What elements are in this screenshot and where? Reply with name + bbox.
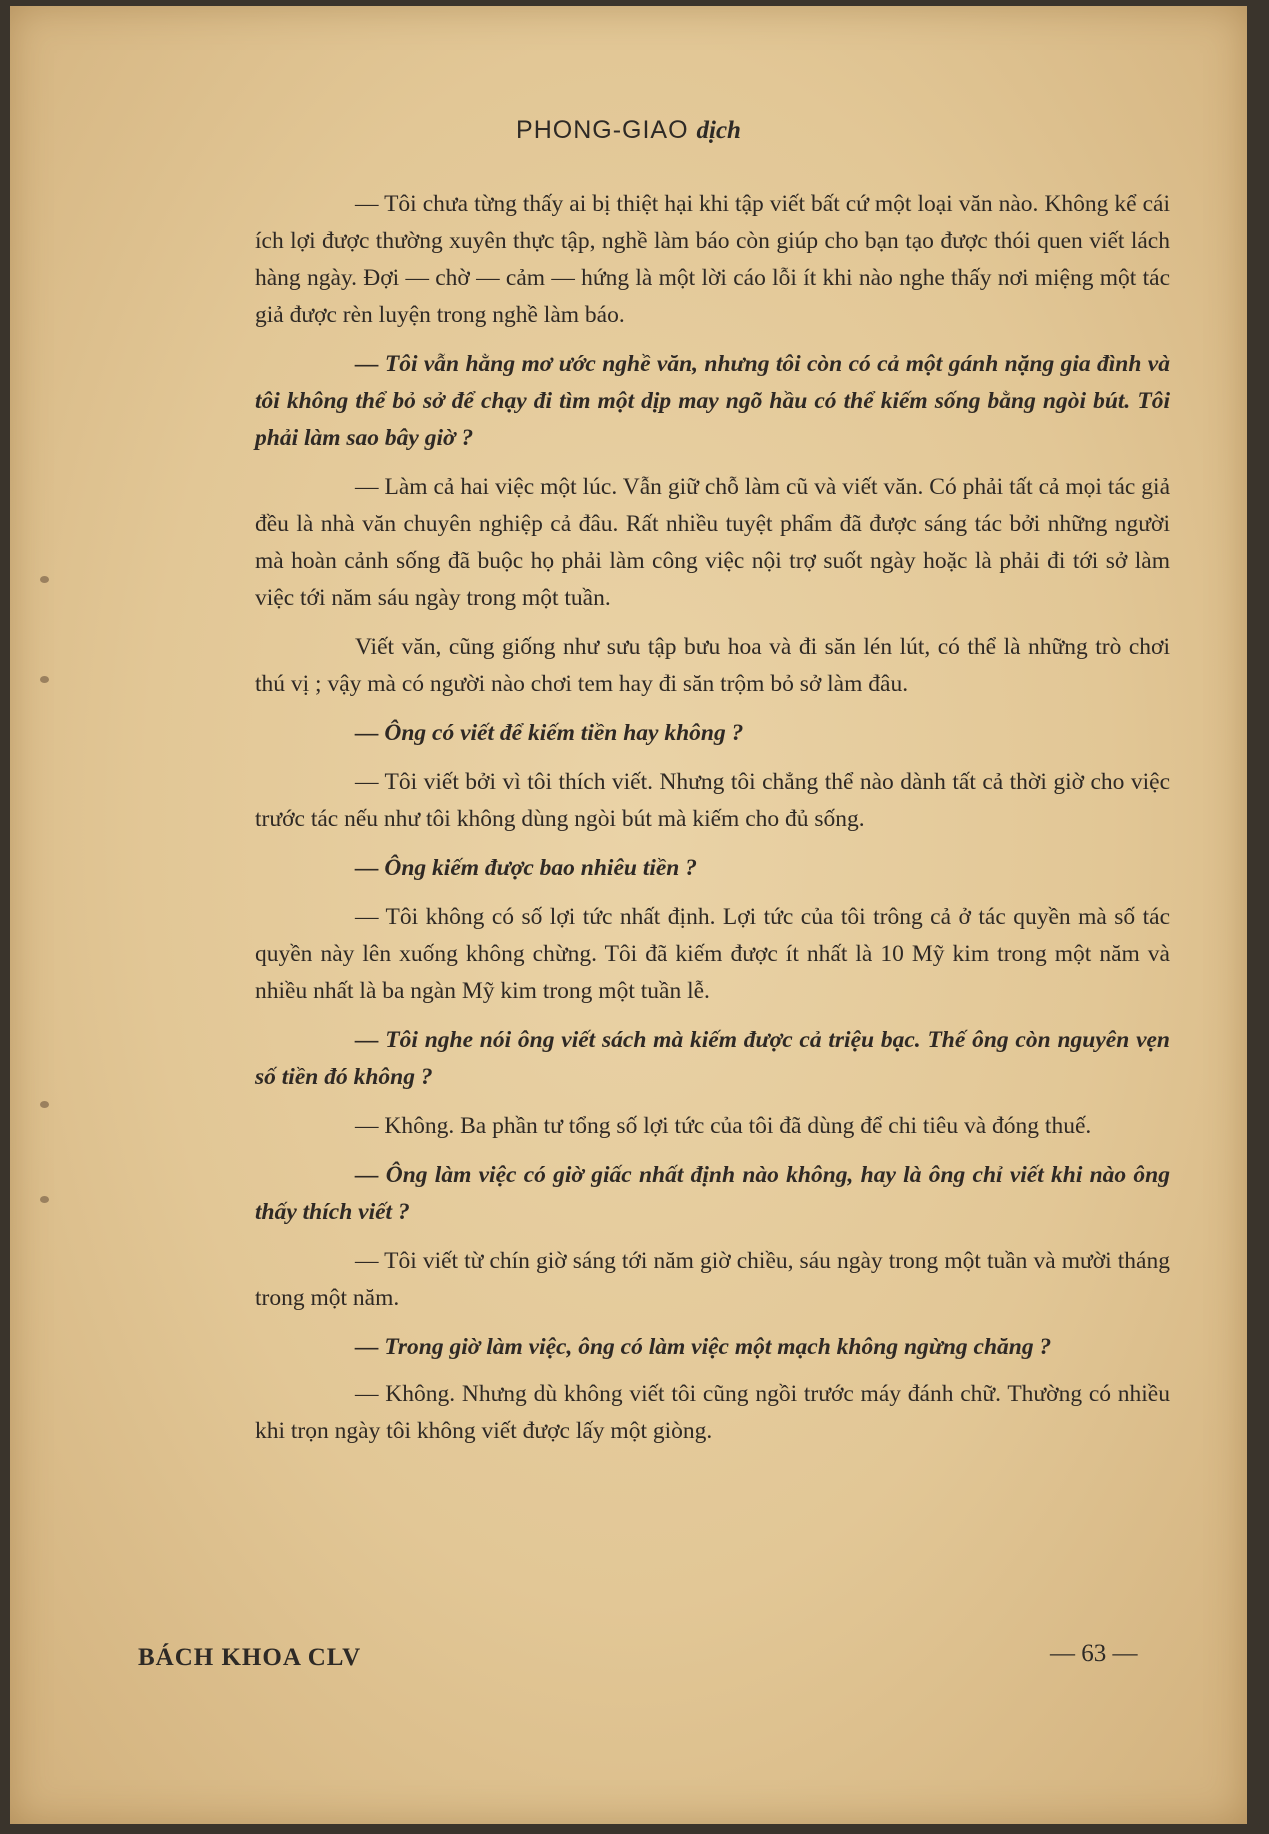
page-header <box>10 116 1247 145</box>
paragraph-answer: — Không. Ba phần tư tổng số lợi tức của tôi đã dùng để chi tiêu và đóng thuế. <box>355 1113 1092 1139</box>
paragraph-question: — Tôi nghe nói ông viết sách mà kiếm được cả triệu bạc. Thế ông còn nguyên vẹn số tiền đó không ? <box>255 1027 1170 1090</box>
paragraph-answer: — Làm cả hai việc một lúc. Vẫn giữ chỗ làm cũ và viết văn. Có phải tất cả mọi tác giả đều là nhà văn chuyên nghiệp cả đâu. Rất nhiều tuyệt phẩm đã được sáng tác bởi những người mà hoàn cảnh sống đã buộc họ phải làm công việc nội trợ suốt ngày hoặc là phải đi tới sở làm việc tới năm sáu ngày trong một tuần. <box>255 474 1170 611</box>
article-body <box>255 186 1170 1460</box>
paragraph-answer: Viết văn, cũng giống như sưu tập bưu hoa và đi săn lén lút, có thể là những trò chơi thú vị ; vậy mà có người nào chơi tem hay đi săn trộm bỏ sở làm đâu. <box>255 634 1170 697</box>
page-number: — 63 — <box>1050 1640 1138 1667</box>
paragraph-question: — Tôi vẫn hằng mơ ước nghề văn, nhưng tôi còn có cả một gánh nặng gia đình và tôi không thể bỏ sở để chạy đi tìm một dịp may ngõ hầu có thể kiếm sống bằng ngòi bút. Tôi phải làm sao bây giờ ? <box>255 351 1170 451</box>
paragraph-answer: — Không. Nhưng dù không viết tôi cũng ngồi trước máy đánh chữ. Thường có nhiều khi trọn ngày tôi không viết được lấy một giòng. <box>255 1381 1170 1444</box>
binding-hole <box>40 576 49 583</box>
paragraph-question: — Ông làm việc có giờ giấc nhất định nào không, hay là ông chỉ viết khi nào ông thấy thích viết ? <box>255 1162 1170 1225</box>
paragraph-answer: — Tôi không có số lợi tức nhất định. Lợi tức của tôi trông cả ở tác quyền mà số tác quyền này lên xuống không chừng. Tôi đã kiếm được ít nhất là 10 Mỹ kim trong một năm và nhiều nhất là ba ngàn Mỹ kim trong một tuần lễ. <box>255 904 1170 1004</box>
paragraph-answer: — Tôi chưa từng thấy ai bị thiệt hại khi tập viết bất cứ một loại văn nào. Không kể cái ích lợi được thường xuyên thực tập, nghề làm báo còn giúp cho bạn tạo được thói quen viết lách hàng ngày. Đợi — chờ — cảm — hứng là một lời cáo lỗi ít khi nào nghe thấy nơi miệng một tác giả được rèn luyện trong nghề làm báo. <box>255 191 1170 328</box>
book-page <box>10 6 1247 1824</box>
translator-note: dịch <box>696 117 741 144</box>
binding-hole <box>40 1196 49 1203</box>
paragraph-answer: — Tôi viết từ chín giờ sáng tới năm giờ chiều, sáu ngày trong một tuần và mười tháng trong một năm. <box>255 1248 1170 1311</box>
author-name: PHONG-GIAO <box>516 116 689 144</box>
paragraph-question: — Trong giờ làm việc, ông có làm việc một mạch không ngừng chăng ? <box>355 1334 1052 1360</box>
binding-hole <box>40 1101 49 1108</box>
paragraph-question: — Ông kiếm được bao nhiêu tiền ? <box>355 855 698 881</box>
paragraph-answer: — Tôi viết bởi vì tôi thích viết. Nhưng tôi chẳng thể nào dành tất cả thời giờ cho việc trước tác nếu như tôi không dùng ngòi bút mà kiếm cho đủ sống. <box>255 769 1170 832</box>
paragraph-question: — Ông có viết để kiếm tiền hay không ? <box>355 720 744 746</box>
binding-hole <box>40 676 49 683</box>
publication-name: BÁCH KHOA CLV <box>138 1644 362 1671</box>
